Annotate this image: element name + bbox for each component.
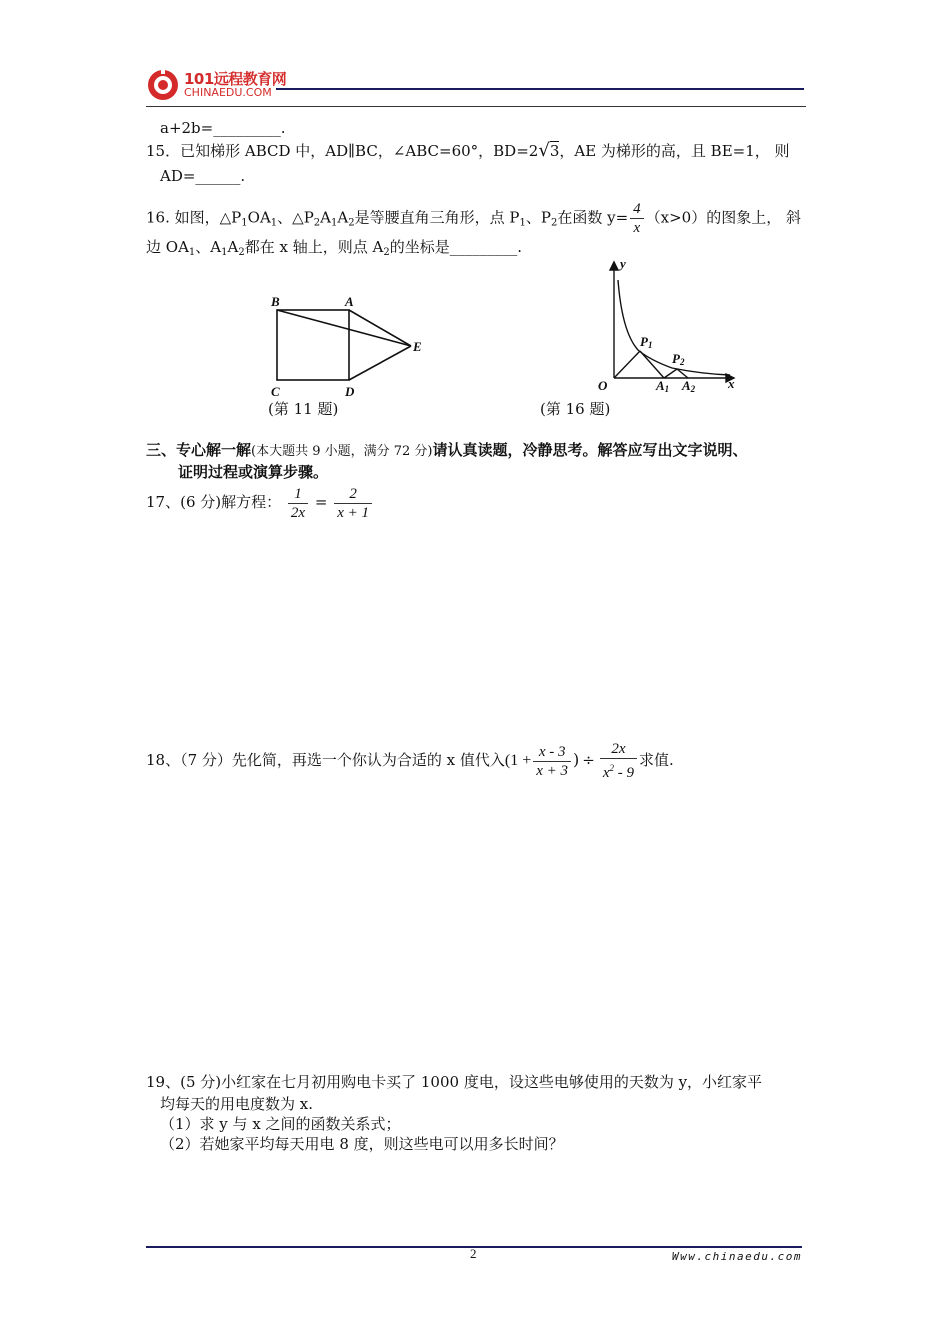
logo-brand-top: 101远程教育网	[184, 70, 287, 88]
q14-tail: a+2b=_________.	[160, 119, 286, 137]
fig11-label-D: D	[345, 384, 355, 399]
figure-16	[592, 252, 752, 397]
section3-heading-line1: 三、专心解一解(本大题共 9 小题，满分 72 分)请认真读题，冷静思考。解答应写出文字说明、	[146, 441, 748, 459]
q17: 17、(6 分)解方程： $\frac{1}{2x}$ = $\frac{2}{x + 1}$	[146, 482, 374, 522]
q19-line2: 均每天的用电度数为 x.	[160, 1095, 313, 1113]
fig11-label-B: B	[271, 294, 280, 309]
q18-fraction-1: $\frac{x - 3}{x + 3}$	[533, 743, 571, 780]
fig16-label-A1: A1	[656, 378, 670, 394]
logo-icon	[146, 68, 180, 102]
q17-lhs-fraction: $\frac{1}{2x}$	[288, 485, 308, 522]
fig11-label-C: C	[271, 384, 280, 399]
page-number: 2	[470, 1246, 477, 1261]
footer-website: Www.chinaedu.com	[672, 1250, 802, 1263]
fig16-label-y: y	[620, 256, 626, 271]
fig16-label-x: x	[728, 376, 735, 391]
header-rule	[276, 88, 804, 90]
q19-sub2: （2）若她家平均每天用电 8 度，则这些电可以用多长时间？	[160, 1135, 564, 1153]
q15-line2: AD=______.	[160, 167, 246, 185]
sqrt-sign: √	[538, 140, 550, 161]
fig16-label-P1: P1	[640, 334, 653, 350]
fig16-label-O: O	[598, 378, 608, 393]
q17-rhs-fraction: $\frac{2}{x + 1}$	[334, 485, 372, 522]
q18: 18、（7 分）先化简，再选一个你认为合适的 x 值代入(1 + $\frac{x - 3}{x + 3}$ ) ÷ $\frac{2x}{x^2 - 9}$ 求值.	[146, 741, 674, 781]
q18-fraction-2: $\frac{2x}{x^2 - 9}$	[600, 740, 637, 782]
figure-11	[265, 292, 445, 402]
header	[146, 64, 806, 108]
figure-16-caption: (第 16 题)	[540, 400, 611, 418]
logo-brand-bottom: CHINAEDU.COM	[184, 86, 272, 99]
q16-line2: 边 $OA_1$、$A_1A_2$都在 x 轴上，则点 $A_2$的坐标是_________.	[146, 238, 522, 258]
q19-line1: 19、(5 分)小红家在七月初用购电卡买了 1000 度电，设这些电够使用的天数为 y，小红家平	[146, 1073, 763, 1091]
fig16-label-P2: P2	[672, 351, 685, 367]
q16-line1: 16. 如图，$\triangle P_1OA_1$、$\triangle P_2A_1A_2$是等腰直角三角形，点 $P_1$、$P_2$在函数 y= $\frac{4}{x}$ （x>0）的图象上， 斜	[146, 201, 801, 236]
fig11-label-E: E	[413, 339, 422, 354]
section3-heading-line2: 证明过程或演算步骤。	[178, 463, 329, 481]
q16-fraction: $\frac{4}{x}$	[630, 200, 644, 237]
q19-sub1: （1）求 y 与 x 之间的函数关系式；	[160, 1115, 401, 1133]
fig16-label-A2: A2	[682, 378, 696, 394]
q15-line1: 15．已知梯形 ABCD 中，AD∥BC，∠ABC=60°，BD=2√3，AE 为梯形的高，且 BE=1， 则	[146, 140, 790, 161]
figure-11-caption: (第 11 题)	[268, 400, 339, 418]
header-underline	[146, 106, 806, 107]
fig11-label-A: A	[345, 294, 354, 309]
